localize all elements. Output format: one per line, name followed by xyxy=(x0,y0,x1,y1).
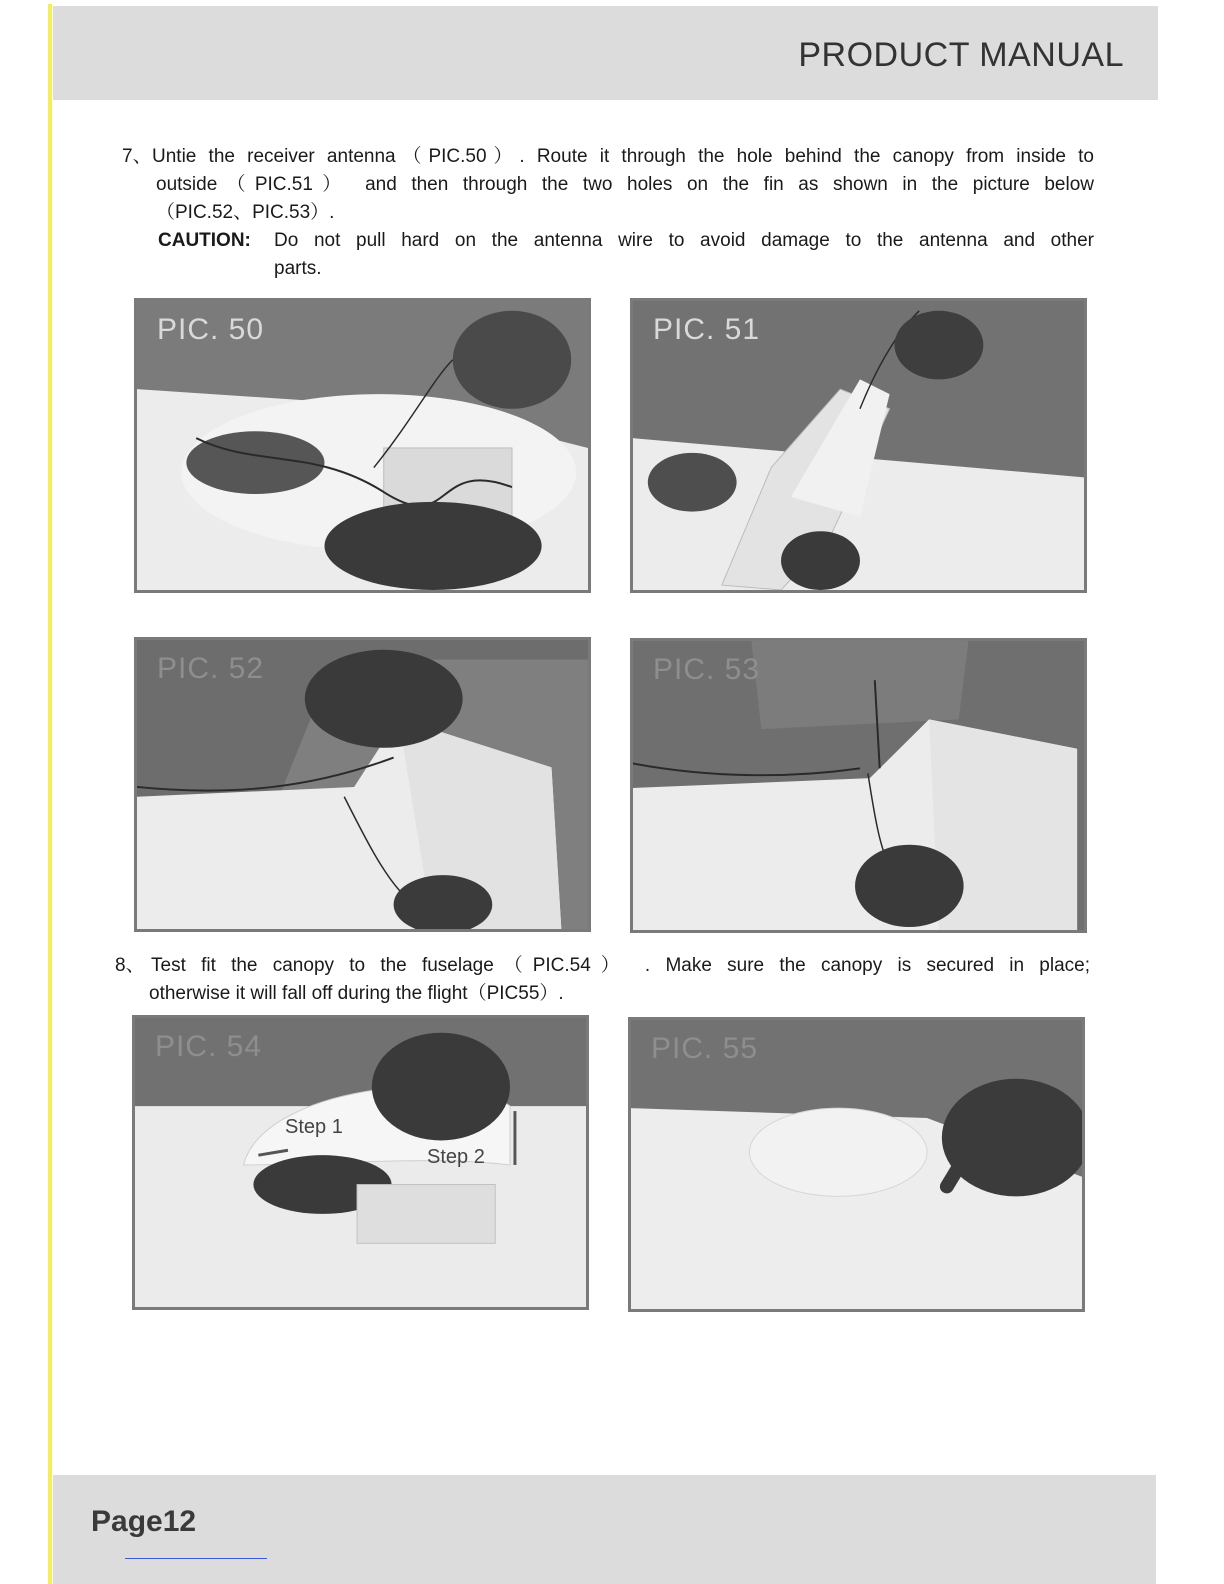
footer-link-underline xyxy=(125,1558,267,1559)
caution-line-2: parts. xyxy=(274,258,322,279)
footer-band xyxy=(53,1475,1156,1584)
step-8-line-1: Test fit the canopy to the fuselage（PIC.54） . Make sure the canopy is secured in place; xyxy=(151,955,1090,976)
header-band xyxy=(53,6,1158,100)
step-8-instructions xyxy=(115,952,1090,1012)
pic-54-step-2-label: Step 2 xyxy=(427,1146,485,1168)
pic-51-label: PIC. 51 xyxy=(653,313,761,346)
page-number: Page12 xyxy=(91,1505,197,1538)
pic-54-step-1-label: Step 1 xyxy=(285,1116,343,1138)
pic-50-label: PIC. 50 xyxy=(157,313,265,346)
pic-54-label: PIC. 54 xyxy=(155,1030,263,1063)
photo-pic-54 xyxy=(132,1015,589,1310)
photo-pic-55 xyxy=(628,1017,1085,1312)
pic-53-label: PIC. 53 xyxy=(653,653,761,686)
page-edge-stripe xyxy=(48,4,52,1584)
pic-55-label: PIC. 55 xyxy=(651,1032,759,1065)
step-8-line-2: otherwise it will fall off during the flight（PIC55）. xyxy=(149,983,564,1004)
step-8-number: 8、 xyxy=(115,955,145,976)
step-7-line-2: outside（PIC.51） and then through the two holes on the fin as shown in the picture below xyxy=(156,174,1094,195)
caution-line-1: Do not pull hard on the antenna wire to avoid damage to the antenna and other xyxy=(274,230,1094,251)
page-title: PRODUCT MANUAL xyxy=(798,36,1124,74)
pic-52-label: PIC. 52 xyxy=(157,652,265,685)
photo-pic-52 xyxy=(134,637,591,932)
caution-label: CAUTION: xyxy=(158,230,251,251)
step-7-line-3: （PIC.52、PIC.53）. xyxy=(156,202,335,223)
step-7-line-1: Untie the receiver antenna（PIC.50）. Route it through the hole behind the canopy from inside to xyxy=(152,146,1094,167)
photo-pic-53 xyxy=(630,638,1087,933)
photo-pic-50 xyxy=(134,298,591,593)
step-7-instructions xyxy=(122,143,1094,283)
step-7-number: 7、 xyxy=(122,146,152,167)
photo-pic-51 xyxy=(630,298,1087,593)
